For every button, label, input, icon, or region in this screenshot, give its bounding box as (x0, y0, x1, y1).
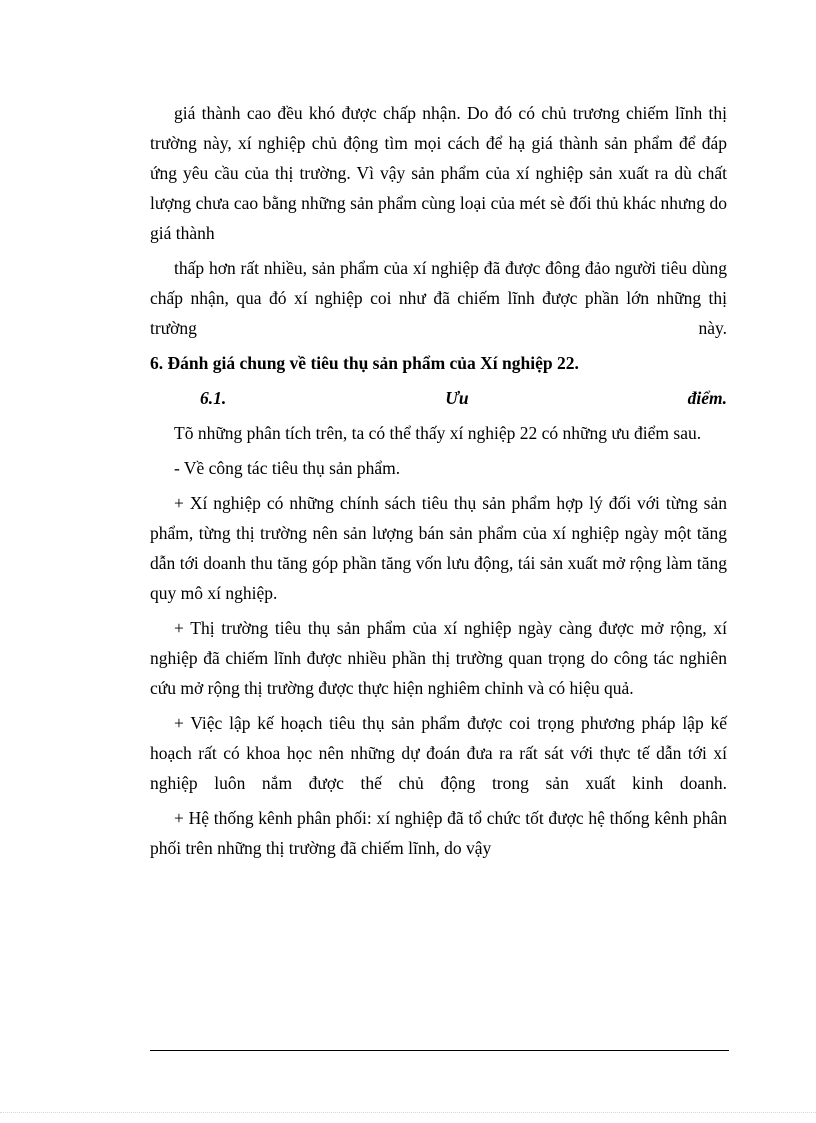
paragraph-3: Tõ những phân tích trên, ta có thể thấy xí nghiệp 22 có những ưu điểm sau. (174, 423, 702, 443)
paragraph-8: + Hệ thống kênh phân phối: xí nghiệp đã tổ chức tốt được hệ thống kênh phân phối trên những thị trường đã chiếm lĩnh, do vậy (150, 808, 727, 858)
page-bottom-border (0, 1112, 816, 1113)
subsection-title-word-1: Ưu (445, 388, 469, 408)
paragraph-6: + Thị trường tiêu thụ sản phẩm của xí nghiệp ngày càng được mở rộng, xí nghiệp đã chiếm lĩnh được nhiều phần thị trường quan trọng do công tác nghiên cứu mở rộng thị trường được thực hiện nghiêm chỉnh và có hiệu quả. (150, 618, 727, 698)
subsection-number: 6.1. (200, 388, 227, 408)
paragraph-7: + Việc lập kế hoạch tiêu thụ sản phẩm được coi trọng phương pháp lập kế hoạch rất có khoa học nên những dự đoán đưa ra rất sát với thực tế dẫn tới xí nghiệp luôn nắm được thế chủ động trong sản xuất kinh doanh. (150, 713, 727, 793)
paragraph-2: thấp hơn rất nhiều, sản phẩm của xí nghiệp đã được đông đảo người tiêu dùng chấp nhận, qua đó xí nghiệp coi như đã chiếm lĩnh được phần lớn những thị trường này. (150, 258, 727, 338)
subsection-title-word-2: điểm. (687, 388, 727, 408)
paragraph-5: + Xí nghiệp có những chính sách tiêu thụ sản phẩm hợp lý đối với từng sản phẩm, từng thị trường nên sản lượng bán sản phẩm của xí nghiệp ngày một tăng dẫn tới doanh thu tăng góp phần tăng vốn lưu động, tái sản xuất mở rộng làm tăng quy mô xí nghiệp. (150, 493, 727, 603)
footer-rule (150, 1050, 729, 1051)
page-body (150, 98, 727, 868)
section-heading-6: 6. Đánh giá chung về tiêu thụ sản phẩm của Xí nghiệp 22. (150, 353, 579, 373)
paragraph-1: giá thành cao đều khó được chấp nhận. Do đó có chủ trương chiếm lĩnh thị trường này, xí nghiệp chủ động tìm mọi cách để hạ giá thành sản phẩm để đáp ứng yêu cầu của thị trường. Vì vậy sản phẩm của xí nghiệp sản xuất ra dù chất lượng chưa cao bằng những sản phẩm cùng loại của mét sè đối thủ khác nhưng do giá thành (150, 103, 727, 243)
subsection-heading-6-1 (150, 383, 727, 413)
paragraph-4: - Về công tác tiêu thụ sản phẩm. (174, 458, 401, 478)
